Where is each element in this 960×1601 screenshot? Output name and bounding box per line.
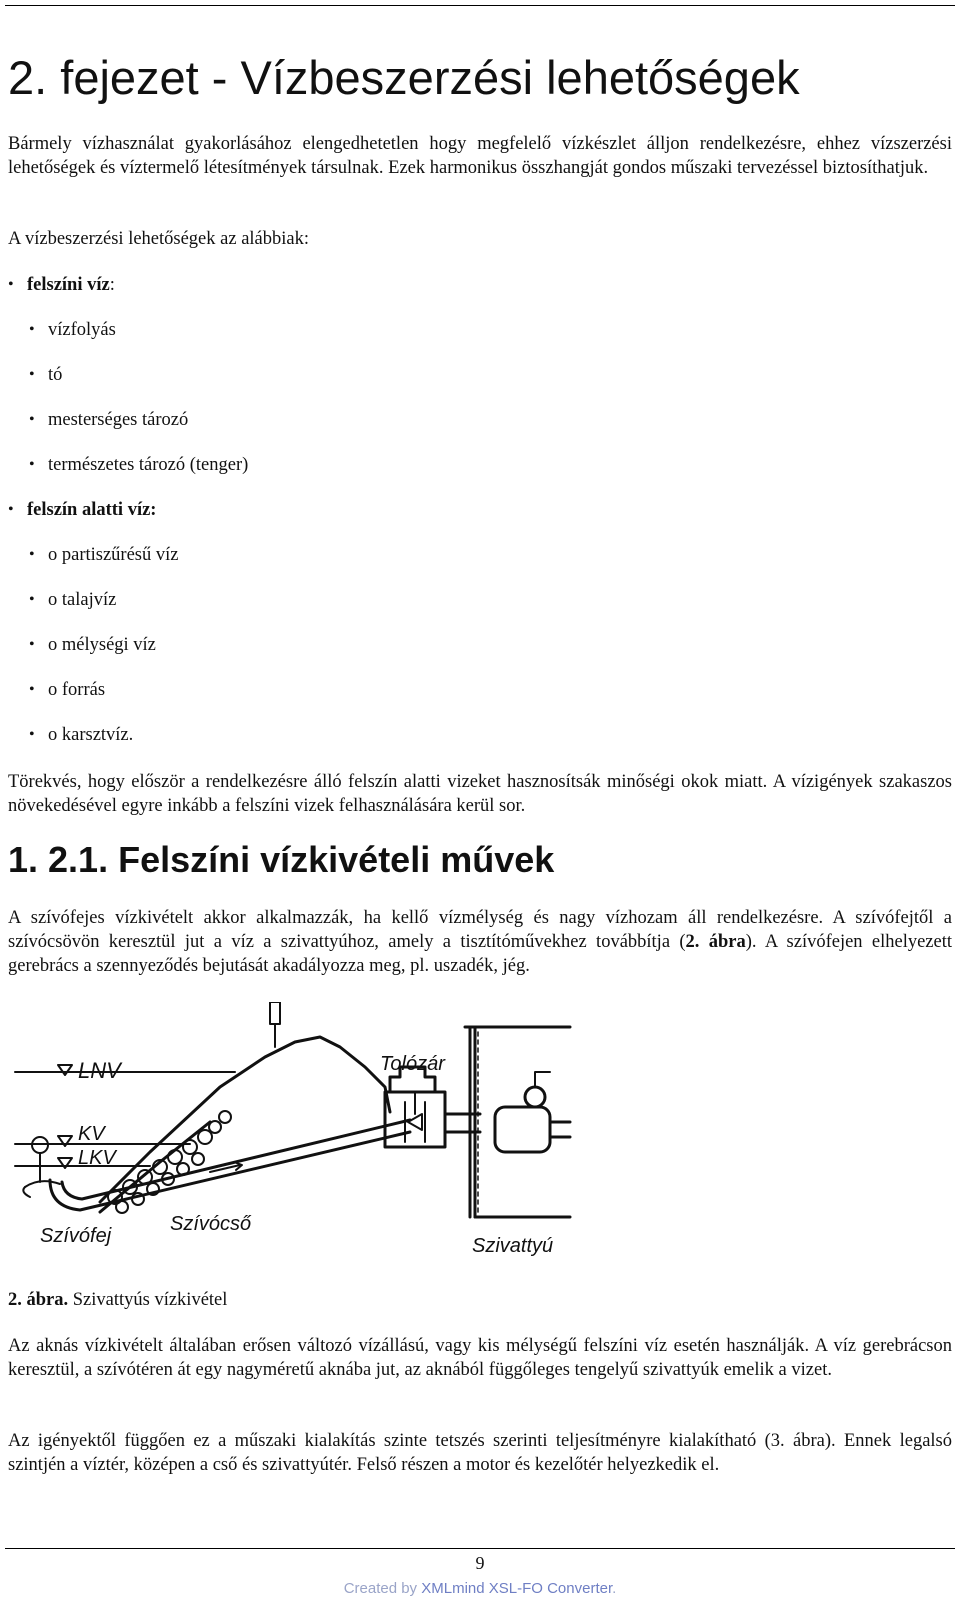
intro-paragraph: Bármely vízhasználat gyakorlásához elengedhetetlen hogy megfelelő vízkészlet álljon rendelkezésre, ehhez vízszerzési lehetőségek és víztermelő létesítmények társulnak. Ezek harmonikus összhangját gondos műszaki tervezéssel biztosíthatjuk. (8, 134, 952, 178)
footer-credit: Created by XMLmind XSL-FO Converter. (343, 1580, 617, 1597)
label-szivocso: Szívócső (170, 1213, 252, 1235)
figure-caption: 2. ábra. Szivattyús vízkivétel (8, 1290, 228, 1310)
bullet-icon: • (29, 681, 35, 698)
top-rule (5, 5, 955, 6)
footer-rule (5, 1548, 955, 1549)
label-tolozar: Tolózár (380, 1053, 445, 1075)
list-item: o karsztvíz. (48, 725, 134, 745)
credit-brand-link[interactable]: XMLmind XSL-FO Converter (421, 1580, 613, 1597)
bullet-icon: • (29, 726, 35, 743)
label-szivattyu: Szivattyú (472, 1235, 554, 1257)
pump-intake-figure (10, 1002, 950, 1260)
bullet-icon: • (8, 276, 14, 293)
list-item: természetes tározó (tenger) (48, 455, 249, 475)
ground-water-heading: felszín alatti víz: (27, 500, 157, 520)
section-title: 1. 2.1. Felszíni vízkivételi művek (8, 839, 555, 880)
list-item: o mélységi víz (48, 635, 156, 655)
figure-ref-link[interactable]: 2. ábra (685, 932, 746, 952)
label-lnv: LNV (78, 1058, 121, 1083)
list-item: o talajvíz (48, 590, 117, 610)
page-number: 9 (475, 1553, 485, 1573)
bullet-icon: • (29, 546, 35, 563)
surface-water-heading: felszíni víz: (27, 275, 115, 295)
list-item: tó (48, 365, 63, 385)
chapter-title: 2. fejezet - Vízbeszerzési lehetőségek (8, 51, 800, 104)
paragraph-4: Az aknás vízkivételt általában erősen változó vízállású, vagy kis mélységű felszíni víz esetén használják. A víz gerebrácson keresztül, a szívótéren át egy nagyméretű aknába jut, az aknából függőleges tengelyű szivattyúk emelik a vizet. (8, 1336, 952, 1380)
list-item: o partiszűrésű víz (48, 545, 179, 565)
bullet-icon: • (29, 636, 35, 653)
paragraph-5: Az igényektől függően ez a műszaki kialakítás szinte tetszés szerinti teljesítményre kialakítható (3. ábra). Ennek legalsó szintjén a víztér, középen a cső és szivattyútér. Felső részen a motor és kezelőtér helyezkedik el. (8, 1431, 952, 1475)
bullet-icon: • (8, 501, 14, 518)
label-lkv: LKV (78, 1147, 116, 1169)
bullet-icon: • (29, 411, 35, 428)
list-item: mesterséges tározó (48, 410, 189, 430)
list-item: vízfolyás (48, 320, 116, 340)
paragraph-2: Törekvés, hogy először a rendelkezésre álló felszín alatti vizeket hasznosítsák minőségi okok miatt. A vízigények szakaszos növekedésével egyre inkább a felszíni vizek felhasználására kerül sor. (8, 772, 952, 816)
bullet-icon: • (29, 366, 35, 383)
list-intro: A vízbeszerzési lehetőségek az alábbiak: (8, 229, 309, 249)
bullet-icon: • (29, 591, 35, 608)
bullet-icon: • (29, 321, 35, 338)
paragraph-3: A szívófejes vízkivételt akkor alkalmazzák, ha kellő vízmélység és nagy vízhozam áll rendelkezésre. A szívófejtől a szívócsövön keresztül jut a víz a szivattyúhoz, amely a tisztítóművekhez továbbítja (2. ábra). A szívófejen elhelyezett gerebrács a szennyeződés bejutását akadályozza meg, pl. uszadék, jég. (8, 908, 953, 976)
label-kv: KV (78, 1123, 105, 1145)
label-szivofej: Szívófej (40, 1225, 112, 1247)
list-item: o forrás (48, 680, 106, 700)
bullet-icon: • (29, 456, 35, 473)
